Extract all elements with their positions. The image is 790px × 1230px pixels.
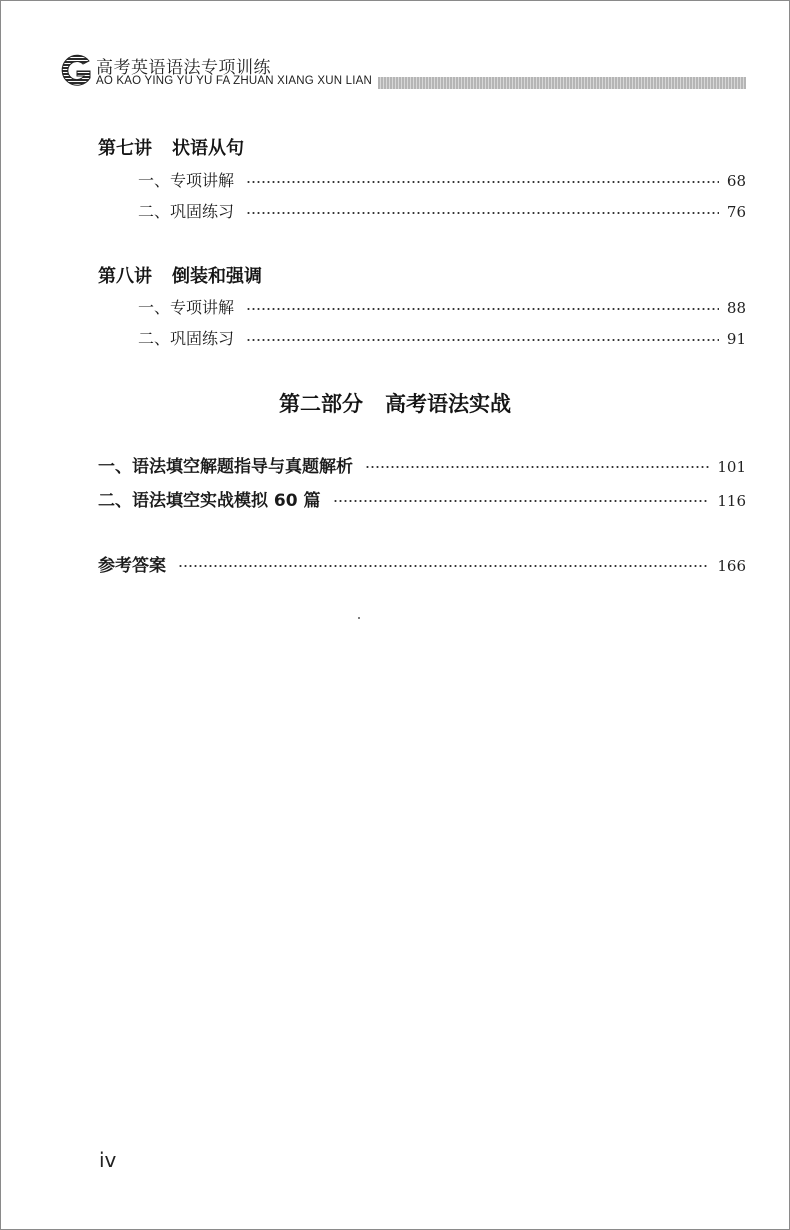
- toc-entry-label: 一、专项讲解: [138, 171, 235, 190]
- print-speck: [358, 617, 360, 619]
- dot-leader: [246, 308, 719, 310]
- running-header: [58, 50, 748, 94]
- part-title: 高考语法实战: [385, 391, 511, 416]
- toc-entry-label: 参考答案: [98, 556, 166, 576]
- dot-leader: [246, 181, 719, 183]
- toc-entry[interactable]: [98, 452, 746, 477]
- toc-entry[interactable]: [138, 168, 746, 191]
- toc-entry-page: 101: [717, 458, 746, 476]
- toc-entry-page: 88: [726, 299, 746, 317]
- lecture-title: 状语从句: [172, 138, 244, 159]
- toc-entry-page: 91: [726, 330, 746, 348]
- toc-entry-answers[interactable]: [98, 551, 746, 576]
- part-number: 第二部分: [279, 391, 363, 416]
- lecture-title: 倒装和强调: [172, 266, 262, 287]
- toc-entry-label: 二、巩固练习: [138, 329, 235, 348]
- part-heading: [0, 388, 790, 418]
- lecture-number: 第七讲: [98, 138, 152, 159]
- dot-leader: [246, 212, 719, 214]
- book-title: 高考英语语法专项训练: [96, 58, 271, 78]
- dot-leader: [333, 500, 710, 502]
- toc-entry-page: 116: [717, 492, 746, 510]
- dot-leader: [365, 466, 709, 468]
- lecture-heading: [98, 262, 262, 288]
- series-logo: [58, 52, 94, 92]
- dot-leader: [246, 339, 719, 341]
- dot-leader: [178, 565, 709, 567]
- toc-entry-label: 一、专项讲解: [138, 298, 235, 317]
- toc-entry-label: 二、巩固练习: [138, 202, 235, 221]
- toc-entry-page: 166: [717, 557, 746, 575]
- toc-entry[interactable]: [138, 326, 746, 349]
- toc-entry[interactable]: [138, 199, 746, 222]
- lecture-number: 第八讲: [98, 266, 152, 287]
- header-rule: [378, 77, 746, 89]
- lecture-heading: [98, 134, 244, 160]
- toc-entry-page: 68: [726, 172, 746, 190]
- toc-entry-page: 76: [726, 203, 746, 221]
- toc-entry-label: 一、语法填空解题指导与真题解析: [98, 457, 353, 477]
- toc-entry[interactable]: [138, 295, 746, 318]
- toc-entry[interactable]: [98, 486, 746, 511]
- book-title-pinyin: AO KAO YING YU YU FA ZHUAN XIANG XUN LIAN: [96, 75, 372, 87]
- toc-entry-label: 二、语法填空实战模拟 60 篇: [98, 491, 321, 511]
- page-folio: iv: [99, 1148, 117, 1172]
